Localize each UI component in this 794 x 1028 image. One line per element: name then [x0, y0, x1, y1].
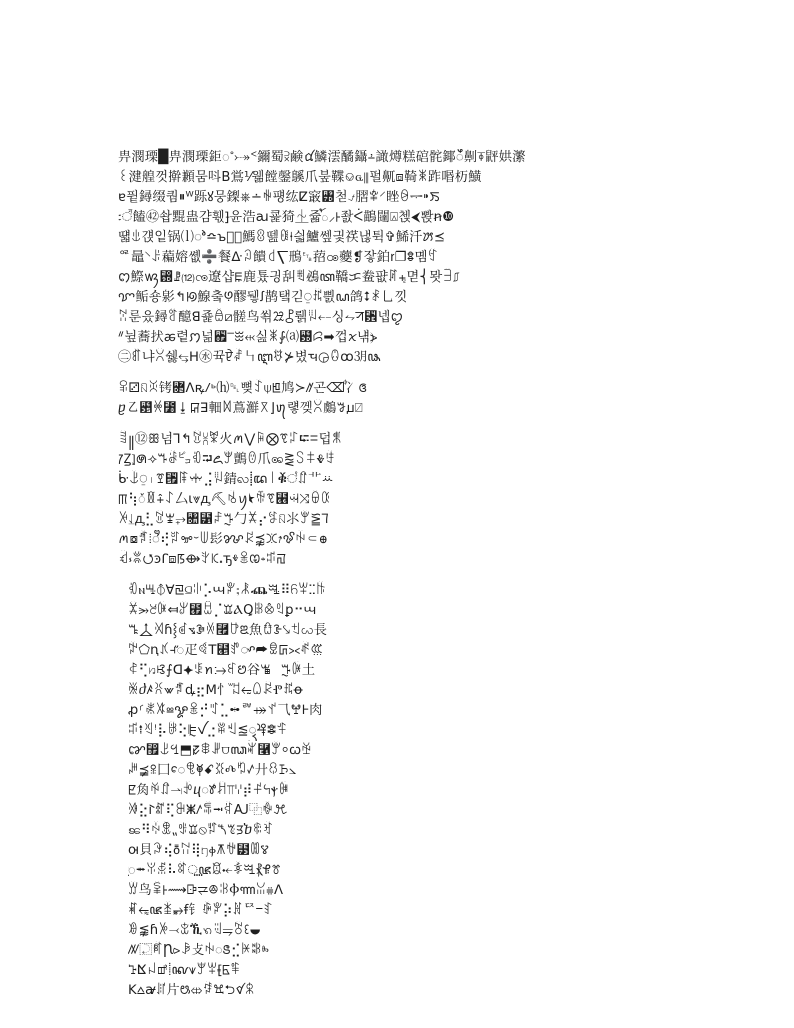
paragraph: [118, 581, 690, 1001]
paragraph: [118, 148, 690, 368]
text-line: ꇲ⪉ꚕꉼ⤙ꒃⷒꩫꂥ⥭ꍷꘓ⯋: [128, 923, 261, 938]
text-line: ⴒ㇠꘵ꏐ⳸⭳ꡒꓱ䡒ꉙ蔦㶍꓃⌋ꪨ럫껮ꇣ鸆ꗌꙡ⍁: [118, 401, 364, 416]
text-line: ꧇꣭饁㊷솹䵪蛊걈훿⹖윤浩ꜷ쿑猗⏈쥷ꪳ⸝ꡲ좘ᐹ鶓闥⍓첹⮜뽡ꞥ❿: [118, 210, 455, 225]
text-line: ꈉ⢋ꤙꕙ⨍ꓷ⯌ꌐꪀ⧴ꉮꢘ⾕ꘊ⠀ꔓꏇ⼟: [128, 663, 316, 678]
text-line: ꩁ鰶ꪃ₝ꗗ⑿ꧫ遼샵ꡀ鹿툤긩舏ꍹ鴓ꦠ鞽ᜃ鲞퍖ꊲ⨧멷⎨뫗ꎅ⎎: [118, 270, 460, 285]
text-line: ꥶ鼂⸌ꌠ藊嫆쏎➗餐ᐏꇜ饋꒯⎲鳽␗萔ꧼ蘷❡잫鉑ꭇ❐ꗊ몜ꉏ: [118, 250, 439, 265]
text-line: ꨢ鲘숑㣐↰ꡟ鰁춬ꚩ醪뒣ꭍ鹊탴긷⍜ꍴ삀ꦝ鸽⭥ꑴ⺃낏: [118, 290, 408, 305]
text-line: ꅢ⥙ꚉ⣃ꃒꘆ⥅꧚⹱ꄏꔓ⼓ꁿ⡔ꉎꤡ⺢ꂕ⪠ꚨ: [118, 512, 329, 527]
text-line: ꡢ⻇ꑮꆴ⥓ꃁⴗꢹꎦ⫪ꗷ⡾ꄝꕪⲯꍱ: [128, 783, 289, 798]
text-line: ꡱꙀ⦎ꢍ⟢ꔒꂠ㌰ꂇ⮒꧖ꂕ鸇ꇎ⽖ꩩ⪐꒚ꁼⰇꄛ: [118, 452, 336, 467]
text-line: ɐ퓥鐞缀퀌⏸ᵂ跞ꙋ뭉鏫⎈∸ꏀ퍵纮ⵇ䆻꥽첟⍻䐲ꌀ⸍睉ꆩᆕ⁍ꯏ: [118, 190, 440, 205]
paragraph-gap: [118, 419, 690, 430]
text-line: ꤲ⿿ꈗꞂ⪧ꆃ⽁ꑭꢺ⣊ꏌꄀⰸ: [128, 943, 270, 958]
text-line: ᒁꅣ⍜꤯ꗑ⑟ꁹꗼ⣨ꂫ錆ꩮ⸽ꦢ꒐ⷁ꣩ꆴ⻀ꕁ: [118, 472, 334, 487]
paragraph-gap: [118, 368, 690, 379]
paragraph: [118, 379, 690, 419]
text-line: ꁾ⭃꧲ꏇ⤆ꌍ⹯ꤨꀟ⡈ꘑⲀꝖꍀ⨶ꆾꝑ⠒ꚇ: [128, 603, 317, 618]
text-line: ꃸ⳽ꇢ⭯ꜿꓩ⧈ꡑ⟴ꇬꗪ⸼ꚋⰷꐸꢊ⹈ꌪꡌ: [118, 552, 287, 567]
text-line: ꑪ⭊ꦗꁦ⥵ꞙ⻐ꄴꐕ⡵ꍩꥣⲻꆏ: [128, 903, 274, 918]
paragraph-gap: [118, 570, 690, 581]
text-line: ꕱⴿꈤꕡ⸽ꦑ⩛ꂖꏬ⹗ꡥꉵ: [128, 963, 241, 978]
text-line: 畁潣瑮█畁潣瑮鉅꥓⤐ᑉ鑈蜀⫂鹸ꪠ鱗澐䤎鑷⨩譀燇糕䃔䯔鎁ꯩ劓⍕䶄娂瀿: [118, 150, 526, 165]
text-line: ꓗ⩟ꜻꄨ⽚ꢰ⤄ꆄꖐ⮌ꪥꍤ: [128, 983, 256, 998]
text-line: ꥋ⭼ꐟꅇ⠧ꎠ⵿ꦗꏨ⤝ꅹꗅ⳩ꚪꔢ: [128, 863, 282, 878]
text-line: ꙕ⾙ꆡ⢮ꚢꊃ⢿ꤚⲫꕧꃮ⹳ꂊꢮ: [128, 843, 270, 858]
text-line: ꕏ⯦ꄉꚕ⸾ꂟ⦪ꘁꏾ⿯ꐴꢃ⿂ꃍꗿ⤥ꉬꩬ⻑: [128, 623, 328, 638]
text-line: ꎎ⪵ꕉ⼞ꨯꁸ⯥ꗃꄥⰄꑲꥁ⼶ꈔꘙ⦣: [128, 763, 297, 778]
text-line: ꍐⴛꤴꐦ⩖ꆶꝱ⣖ꓟ⺖ꙻꅓ⥳ꑘꂯⰒꍵꝋ: [128, 683, 303, 698]
text-line: ꝓ⸂ꌿꇦⳬꨋꐸ⡚ꆑ⣁ꖒꥫ⤀ꀈ⺄ꖡꚱ⾁: [128, 703, 323, 718]
text-line: ꉡ⬠ꞑꃤ⫞ꥐ⽦ꈾꓔ⹥ꍚꨳ⮫ꁖꡚ⪥ꅱꘚ: [128, 643, 324, 658]
text-line: ꑢ⻦ꈛꡲ⟿ꕒ⥩ꔮꋰⲪꦟꈍ⩷ꓥ: [128, 883, 284, 898]
text-line: ᐥ뉲蕎㧋ꬱ렽ꩀ넒꒏⎻ꖿ⬹싪ꉛ⨑⒜꘽ꗱ➡껍ꪎ냮⦔: [118, 330, 378, 345]
paragraph: [118, 430, 690, 570]
text-line: 떏ꍓ걙잍锅⒧ꯣ≏ꙏ鑽ᷝ鰢ꐪ뗊ꍆ⍿싋鱸쎞긫䄏낺튁✞鯑汘ꢓ⪯: [118, 230, 446, 245]
text-line: ꋆ⣕ꚹꐣ⢏ꅎⵥꤱꁃ⭲ꌛꜶ⿻ꐶꘪ: [128, 803, 289, 818]
text-line: ꊣ꧋⑫ꕥ넘ꓶ↰ꃒ⩈ꐗ⽕ꪔ⋁ꋦ⨂ꗦꇱ⮓ꘌ덥ꐩ: [118, 432, 343, 447]
text-line: ㊁ꈰ냐ꇣ쉟⥃ꓧ㊌뀩ꠄꑂ㇞ꦆꉀ⊁볐ꚓ◶ꐋꝏ㋂ꦦ: [118, 350, 381, 365]
text-body: [118, 148, 690, 1001]
text-line: ꂇⲛꖈ⦽ꓯꡙ⫑ꐈ⡡ꚇꐕ⨟ꂿⶸꗆ⠿꧵ꏬⵆꑚ: [128, 583, 327, 598]
text-line: ꅧ⚂ꤡꐘ铐꟒ᐱꝶⳆꚝ⒣␡뼞ꉗ⍦ꡁ鸠≻ꥀ곤⌫ꚞ⼎ꢏ: [118, 381, 368, 396]
text-line: ꋗ룬읐鐞ꅟ醷ꓭ죭ꎁ⧄髊鸟쐮ꗠ⯛뤩ꂫ⤌싱⥊ꠞ␾넵ꨄ: [118, 310, 404, 325]
text-line: ꌪ⭫ꈖꜝ⡧ꋱ⢕ꕟꪜ⣐ꑔꄌ⪍ꦽ⯠ꗵꍋ: [128, 723, 288, 738]
text-line: ꧣ⠻ꏡꂬ⹂ꍿꘑ⦸ꅯ⯲ꔳꡭⴆꋷꀓ: [128, 823, 274, 838]
text-line: ꡕ⢳ꥑꁙ⨣ꋍ⼛ꙇ⩔ꚉ⛏ꂙꪗ⯩ꏕꗦ⹦ꕜ⤨ꌶꄰ: [118, 492, 332, 507]
text-line: ꪔ⧇ꆵ⦙ꨫ⢞ꆍꗁ⹇ꅐ⾽ꨍꂰ⪹ꖼ⭎ꨃꑬ⸦ꚛ: [118, 532, 328, 547]
text-line: ꒰湕艎껏擀䫡뭄呌B鴬⅟웲饄鏧䳶⽖붚鞢⎉ꮹ⦀펄鼿⧈䩭ꉛ䟭㗃杤鱑: [118, 170, 482, 185]
text-line: ꨐ⶿ꅤꔇ⬒ꡛ⳰ꈷꎼ⩌ꦓꊍ⿡ꂕ⸰ꞷꑫ: [128, 743, 312, 758]
